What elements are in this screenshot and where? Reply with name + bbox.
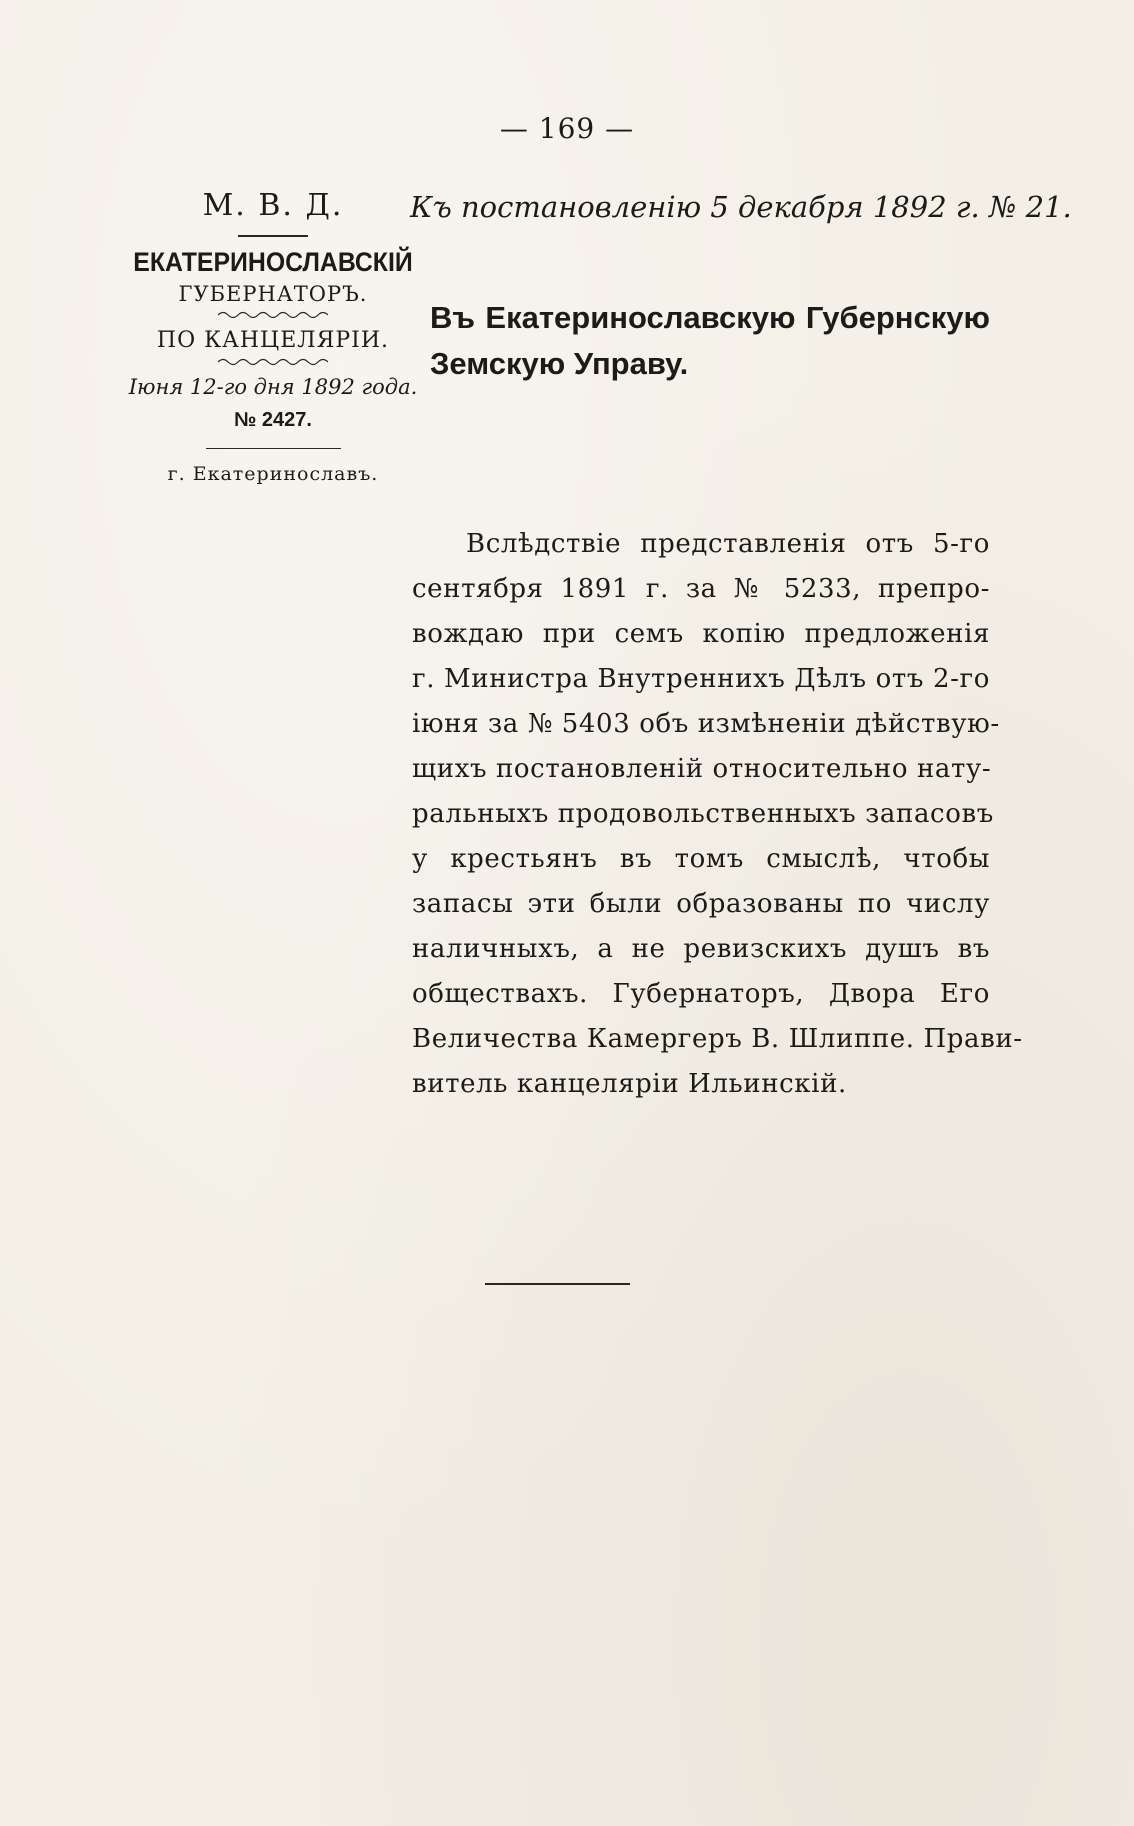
- body-line: щихъ постановленій относительно нату-: [412, 754, 992, 784]
- body-line: ральныхъ продовольственныхъ запасовъ: [412, 799, 994, 829]
- body-line: у крестьянъ въ томъ смыслѣ, чтобы: [412, 844, 990, 874]
- ministry-label: М. В. Д.: [202, 188, 344, 223]
- body-line: витель канцеляріи Ильинскій.: [412, 1069, 847, 1099]
- body-line: Вслѣдствіе представленія отъ 5-го: [466, 529, 990, 559]
- body-line: обществахъ. Губернаторъ, Двора Его: [412, 979, 990, 1009]
- governorate-title: ЕКАТЕРИНОСЛАВСКІЙ: [133, 247, 413, 277]
- resolution-reference: Къ постановленію 5 декабря 1892 г. № 21.: [410, 190, 1072, 224]
- divider-rule: [238, 235, 308, 237]
- governor-label: ГУБЕРНАТОРЪ.: [178, 282, 368, 306]
- sender-block: [118, 188, 428, 485]
- wavy-ornament: [218, 310, 328, 318]
- divider-rule: [206, 448, 341, 449]
- letter-number: № 2427.: [234, 409, 312, 431]
- body-line: наличныхъ, а не ревизскихъ душъ въ: [412, 934, 990, 964]
- letter-date: Іюня 12-го дня 1892 года.: [128, 375, 418, 399]
- page-number: — 169 —: [499, 112, 635, 145]
- addressee-line: Въ Екатеринославскую Губернскую: [430, 300, 990, 335]
- office-label: ПО КАНЦЕЛЯРІИ.: [156, 328, 390, 353]
- body-line: сентября 1891 г. за № 5233, препро-: [412, 574, 990, 604]
- city-label: г. Екатеринославъ.: [167, 463, 379, 485]
- body-line: іюня за № 5403 объ измѣненіи дѣйствую-: [412, 709, 1000, 739]
- body-line: Величества Камергеръ В. Шлиппе. Прави-: [412, 1024, 1023, 1054]
- body-line: запасы эти были образованы по числу: [412, 889, 990, 919]
- closing-rule: [485, 1283, 630, 1285]
- addressee-line: Земскую Управу.: [430, 346, 689, 381]
- addressee-block: [430, 295, 990, 387]
- body-line: вождаю при семъ копію предложенія: [412, 619, 990, 649]
- letter-body: [412, 522, 1023, 1107]
- wavy-ornament: [218, 357, 328, 365]
- body-line: г. Министра Внутреннихъ Дѣлъ отъ 2-го: [412, 664, 990, 694]
